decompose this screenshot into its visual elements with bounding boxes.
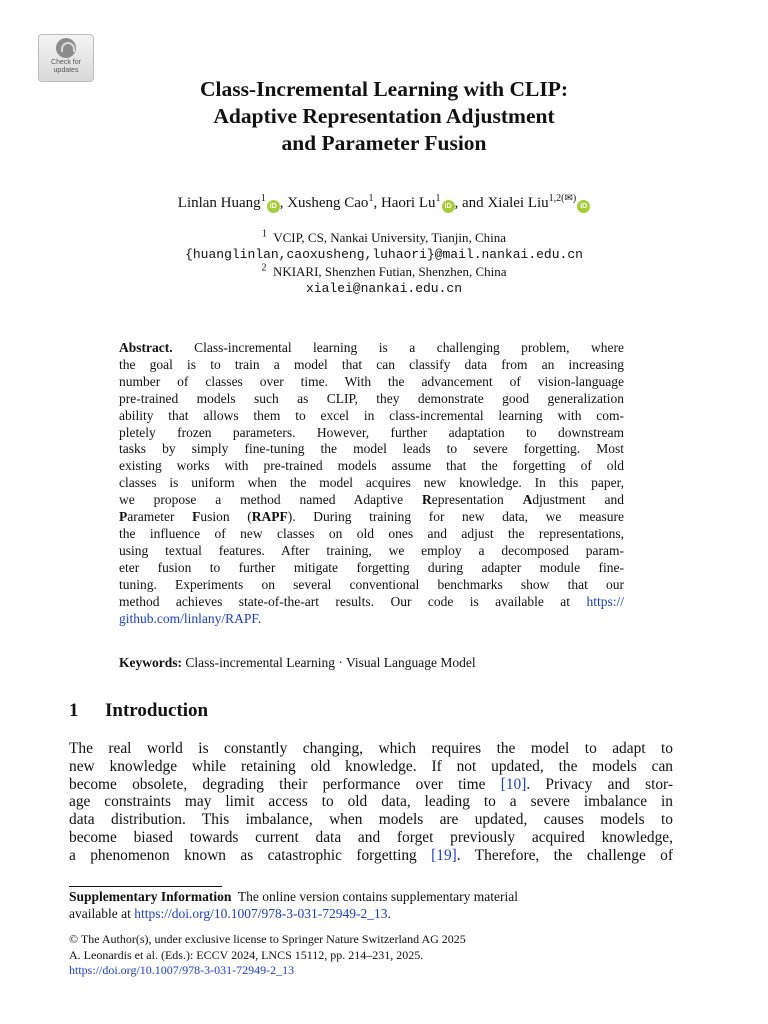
abstract-line: tuning. Experiments on several conventional benchmarks show that our	[119, 576, 624, 592]
body-line: age constraints may limit access to old data, leading to a severe imbalance in	[69, 793, 673, 811]
citation-link[interactable]: [19]	[431, 846, 457, 864]
abstract-line: the goal is to train a model that can classify data from an increasing	[119, 356, 624, 372]
author-name: Xialei Liu	[487, 195, 549, 211]
publication-info: A. Leonardis et al. (Eds.): ECCV 2024, LNCS 15112, pp. 214–231, 2025.	[69, 947, 424, 962]
footnote-line	[69, 888, 673, 905]
abstract-line	[119, 492, 624, 509]
footnote-line	[69, 905, 673, 922]
abstract-line	[119, 611, 624, 628]
paper-title	[0, 76, 768, 157]
abstract-line: classes is uniform when the model acquires new knowledge. In this paper,	[119, 475, 624, 491]
affiliation-text: NKIARI, Shenzhen Futian, Shenzhen, China	[272, 264, 507, 279]
abstract-line	[119, 509, 624, 526]
abstract-text: Class-incremental learning is a challenging problem, where	[194, 340, 625, 355]
affiliation-mark: 1	[261, 228, 267, 240]
update-check-icon	[56, 38, 76, 58]
acronym-letter: P	[119, 509, 128, 525]
abstract-text: method achieves state-of-the-art results. Our code is available at	[119, 593, 587, 609]
method-acronym: RAPF	[251, 509, 288, 525]
abstract-label: Abstract.	[119, 340, 173, 355]
author-affiliation-mark: 1	[368, 193, 374, 204]
abstract-line	[119, 340, 624, 357]
body-line	[69, 847, 673, 865]
abstract-text: djustment and	[532, 492, 624, 508]
abstract-line: the influence of new classes on old ones and adjust the representations,	[119, 525, 624, 541]
affiliation-mark: 2	[261, 262, 267, 274]
section-title: Introduction	[105, 700, 209, 721]
title-line-2: Adaptive Representation Adjustment	[213, 104, 555, 128]
title-line-3: and Parameter Fusion	[281, 131, 487, 155]
author-name: Linlan Huang	[177, 195, 261, 211]
abstract-text: epresentation	[431, 492, 523, 508]
affiliation-1	[0, 229, 768, 246]
keyword-separator: ·	[338, 655, 343, 670]
keyword: Visual Language Model	[345, 655, 476, 670]
body-text: a phenomenon known as catastrophic forgetting	[69, 846, 432, 864]
doi-link[interactable]: https://doi.org/10.1007/978-3-031-72949-2_13	[69, 963, 295, 977]
keywords-label: Keywords:	[119, 655, 182, 670]
abstract-text: arameter	[127, 509, 193, 525]
citation-link[interactable]: [10]	[500, 775, 527, 793]
acronym-letter: R	[422, 492, 432, 508]
affiliations	[0, 229, 768, 297]
orcid-icon[interactable]: iD	[267, 200, 280, 213]
author-affiliation-mark: 1	[260, 193, 266, 204]
section-number: 1	[69, 700, 79, 721]
abstract-text: we propose a method named Adaptive	[119, 492, 422, 508]
affiliation-1-emails: {huanglinlan,caoxusheng,luhaori}@mail.nankai.edu.cn	[185, 247, 583, 262]
author-name: Xusheng Cao	[287, 195, 369, 211]
body-line	[69, 776, 673, 794]
orcid-icon[interactable]: iD	[442, 200, 455, 213]
supplementary-label: Supplementary Information	[69, 889, 232, 904]
abstract-text: .	[257, 610, 262, 626]
abstract-line: eter fusion to further mitigate forgetting during adapter module fine-	[119, 559, 624, 575]
affiliation-2-email: xialei@nankai.edu.cn	[305, 281, 463, 296]
author-list: Linlan Huang$^1$iD , Xusheng Cao$^1$, Haori Lu$^1$iD , and Xialei Liu$^{1,2(✉)}$iD	[0, 195, 768, 213]
badge-text-line1: Check for	[51, 59, 81, 66]
affiliation-text: VCIP, CS, Nankai University, Tianjin, China	[273, 230, 507, 245]
body-line: data distribution. This imbalance, when models are updated, causes models to	[69, 811, 673, 829]
introduction-paragraph	[69, 740, 673, 865]
code-link[interactable]: github.com/linlany/RAPF	[119, 610, 258, 626]
author-conjunction: and	[462, 195, 484, 211]
abstract-line	[119, 594, 624, 611]
abstract-line: tasks by simply fine-tuning the model leads to severe forgetting. Most	[119, 441, 624, 457]
section-heading	[69, 700, 208, 722]
acronym-letter: F	[192, 509, 201, 525]
abstract-text: ). During training for new data, we measure	[287, 509, 624, 525]
abstract-line: pre-trained models such as CLIP, they demonstrate good generalization	[119, 390, 624, 406]
abstract-line: number of classes over time. With the advancement of vision-language	[119, 373, 624, 389]
abstract-line: existing works with pre-trained models assume that the forgetting of old	[119, 458, 624, 474]
body-line: The real world is constantly changing, which requires the model to adapt to	[69, 740, 673, 757]
copyright-notice	[69, 932, 466, 979]
footnote-divider	[69, 886, 222, 887]
body-line: become biased towards current data and forget previously acquired knowledge,	[69, 828, 673, 846]
footnote-text: The online version contains supplementary material	[237, 889, 518, 904]
copyright-line: © The Author(s), under exclusive license to Springer Nature Switzerland AG 2025	[69, 932, 466, 946]
footnote-text: available at	[69, 906, 135, 921]
supplementary-information	[69, 888, 673, 922]
abstract	[119, 340, 624, 627]
check-for-updates-badge[interactable]	[38, 34, 94, 82]
code-link[interactable]: https://	[586, 593, 624, 609]
acronym-letter: A	[522, 492, 533, 508]
keyword: Class-incremental Learning	[185, 655, 335, 670]
body-text: become obsolete, degrading their performance over time	[69, 775, 501, 793]
abstract-line: using textual features. After training, we employ a decomposed param-	[119, 542, 624, 558]
orcid-icon[interactable]: iD	[577, 200, 590, 213]
affiliation-2	[0, 263, 768, 280]
abstract-line: ability that allows them to excel in class-incremental learning with com-	[119, 407, 624, 423]
abstract-line: pletely frozen parameters. However, further adaptation to downstream	[119, 424, 624, 440]
abstract-text: usion (	[200, 509, 252, 525]
author-affiliation-mark: 1,2(✉)	[548, 193, 577, 204]
author-name: Haori Lu	[380, 195, 436, 211]
author-affiliation-mark: 1	[435, 193, 441, 204]
title-line-1: Class-Incremental Learning with CLIP:	[199, 77, 569, 101]
body-line: new knowledge while retaining old knowledge. If not updated, the models can	[69, 757, 673, 775]
keywords	[119, 655, 476, 671]
body-text: . Privacy and stor-	[526, 775, 673, 793]
supplementary-link[interactable]: https://doi.org/10.1007/978-3-031-72949-2_13	[134, 906, 388, 921]
footnote-text: .	[387, 906, 391, 921]
badge-text-line2: updates	[53, 67, 79, 74]
body-text: . Therefore, the challenge of	[456, 846, 673, 864]
